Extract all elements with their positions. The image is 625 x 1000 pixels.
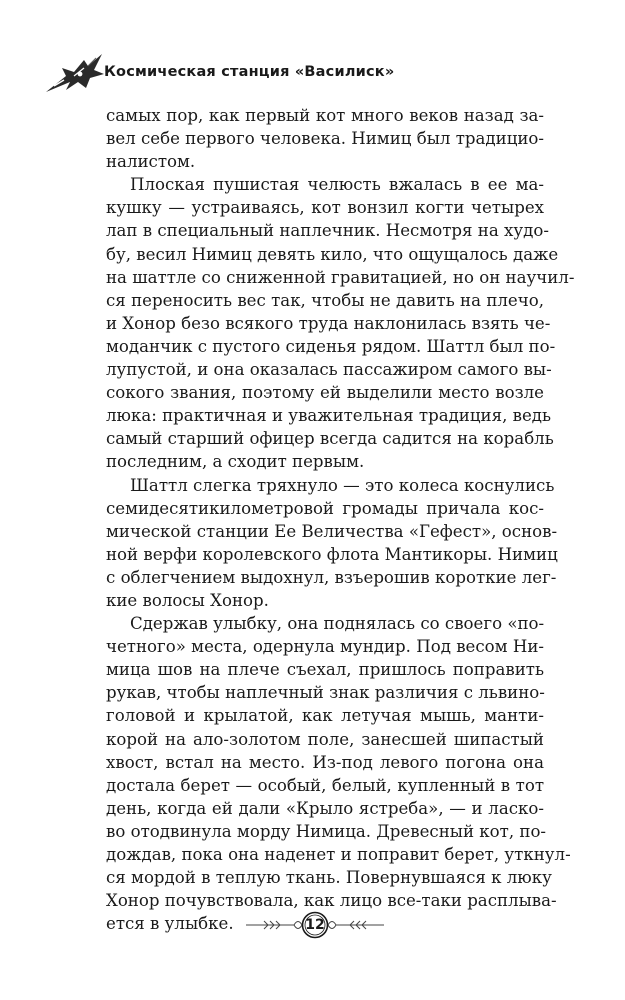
body-text: [106, 104, 575, 935]
page-header: [0, 0, 625, 100]
starship-icon: [44, 46, 108, 98]
text-line: мической станции Ее Величества «Гефест», основ-: [106, 521, 558, 541]
text-line: моданчик с пустого сиденья рядом. Шаттл был по-: [106, 336, 556, 356]
text-line: день, когда ей дали «Крыло ястреба», — и ласко-: [106, 798, 544, 818]
text-line: на шаттле со сниженной гравитацией, но он научил-: [106, 267, 575, 287]
text-line: налистом.: [106, 152, 196, 172]
text-line: самый старший офицер всегда садится на корабль: [106, 429, 554, 449]
text-line: ется в улыбке.: [106, 914, 234, 934]
text-line: самых пор, как первый кот много веков назад за-: [106, 106, 544, 125]
text-line: последним, а сходит первым.: [106, 452, 365, 472]
text-line: хвост, встал на место. Из-под левого погона она: [106, 752, 544, 772]
running-title: Космическая станция «Василиск»: [104, 64, 395, 80]
text-line: сокого звания, поэтому ей выделили место возле: [106, 383, 544, 403]
page-footer: [0, 898, 625, 958]
text-line: ся переносить вес так, чтобы не давить на плечо,: [106, 290, 544, 310]
text-line: кие волосы Хонор.: [106, 590, 269, 610]
text-line: лап в специальный наплечник. Несмотря на худо-: [106, 221, 549, 241]
text-line: Хонор почувствовала, как лицо все-таки расплыва-: [106, 891, 557, 911]
text-line: Плоская пушистая челюсть вжалась в ее ма-: [130, 175, 544, 195]
text-line: мица шов на плече съехал, пришлось поправить: [106, 660, 544, 680]
text-line: корой на ало-золотом поле, занесшей шипастый: [106, 729, 544, 749]
text-line: ся мордой в теплую ткань. Повернувшаяся к люку: [106, 868, 552, 888]
text-line: ной верфи королевского флота Мантикоры. Нимиц: [106, 544, 558, 564]
text-line: кушку — устраиваясь, кот вонзил когти четырех: [106, 198, 544, 218]
text-line: бу, весил Нимиц девять кило, что ощущалось даже: [106, 244, 559, 264]
text-line: с облегчением выдохнул, взъерошив короткие лег-: [106, 567, 557, 587]
text-line: Сдержав улыбку, она поднялась со своего «по-: [130, 614, 545, 634]
text-line: лупустой, и она оказалась пассажиром самого вы-: [106, 360, 552, 380]
text-line: дождав, пока она наденет и поправит берет, уткнул-: [106, 845, 571, 864]
text-line: четного» места, одернула мундир. Под весом Ни-: [106, 637, 544, 657]
text-line: люка: практичная и уважительная традиция, ведь: [106, 406, 552, 426]
page-number: 12: [305, 917, 325, 933]
text-line: вел себе первого человека. Нимиц был традицио-: [106, 129, 545, 149]
text-line: и Хонор безо всякого труда наклонилась взять че-: [106, 313, 551, 333]
text-line: достала берет — особый, белый, купленный в тот: [106, 775, 544, 795]
text-line: семидесятикилометровой громады причала кос-: [106, 498, 544, 518]
text-line: головой и крылатой, как летучая мышь, манти-: [106, 706, 544, 726]
text-line: во отодвинула морду Нимица. Древесный кот, по-: [106, 821, 547, 841]
text-line: Шаттл слегка тряхнуло — это колеса коснулись: [130, 475, 555, 495]
text-line: рукав, чтобы наплечный знак различия с львино-: [106, 683, 545, 703]
